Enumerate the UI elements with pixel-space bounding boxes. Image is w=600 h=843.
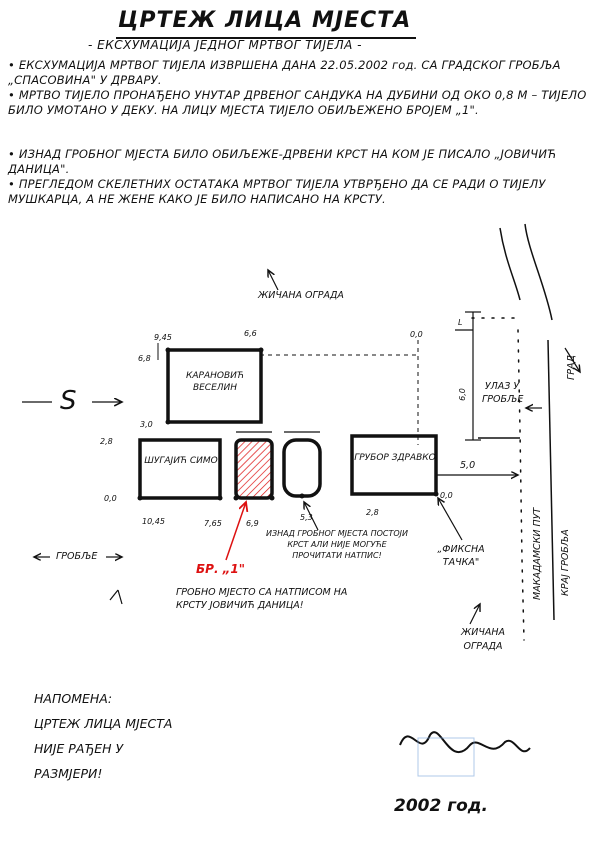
measure-6-9: 6,9 [246, 519, 259, 528]
road-side-line [548, 340, 554, 620]
fixed-point-label: „ФИКСНА ТАЧКА" [437, 544, 485, 568]
north-marker: S [60, 386, 77, 416]
note-2: • МРТВО ТИЈЕЛО ПРОНАЂЕНО УНУТАР ДРВЕНОГ САНДУКА НА ДУБИНИ ОД ОКО 0,8 М – ТИЈЕЛО БИЛО УМОТАНО У ДЕКУ. НА ЛИЦУ МЈЕСТА ТИЈЕЛО ОБИЉЕЖЕНО БРОЈЕМ „1". [8, 88, 587, 117]
grave-unreadable-cross [284, 440, 320, 496]
page-title: ЦРТЕЖ ЛИЦА МЈЕСТА [118, 8, 412, 33]
grave-cross-note: ГРОБНО МЈЕСТО СА НАТПИСОМ НА КРСТУ ЈОВИЧИЋ ДАНИЦА! [176, 587, 348, 611]
grave-grubor-label: ГРУБОР ЗДРАВКО [354, 453, 436, 463]
road-label: МАКАДАМСКИ ПУТ [532, 507, 543, 600]
note-4: • ПРЕГЛЕДОМ СКЕЛЕТНИХ ОСТАТАКА МРТВОГ ТИЈЕЛА УТВРЂЕНО ДА СЕ РАДИ О ТИЈЕЛУ МУШКАРЦА, А НЕ ЖЕНЕ КАКО ЈЕ БИЛО НАПИСАНО НА КРСТУ. [8, 177, 546, 206]
entrance-label: УЛАЗ У ГРОБЉЕ [482, 381, 524, 405]
measure-6-0: 6,0 [457, 388, 467, 401]
fence-line-right [518, 330, 524, 640]
measure-5-3: 5,3 [300, 513, 313, 522]
measure-3-0: 3,0 [140, 420, 153, 429]
measure-2-8-bottom: 2,8 [366, 508, 379, 517]
fence-top-label: ЖИЧАНА ОГРАДА [258, 290, 344, 301]
road-edge-right [525, 224, 552, 320]
graveyard-end-label: КРАЈ ГРОБЉА [560, 529, 571, 596]
measure-6-6: 6,6 [244, 329, 257, 338]
grave-number-label: БР. „1" [196, 562, 246, 576]
scale-note-line-3: НИЈЕ РАЂЕН У [34, 741, 124, 756]
graveyard-label: ГРОБЉЕ [56, 551, 98, 562]
grave-karanovic-label: КАРАНОВИЋ ВЕСЕЛИН [186, 371, 244, 393]
scale-note-line-2: ЦРТЕЖ ЛИЦА МЈЕСТА [34, 716, 173, 731]
measure-5-0: 5,0 [460, 460, 476, 471]
year-label: 2002 год. [394, 796, 488, 816]
measure-0-0-right: 0,0 [440, 491, 453, 500]
grave-grubor [352, 436, 436, 494]
measure-2-8-left: 2,8 [100, 437, 113, 446]
measure-7-65: 7,65 [204, 519, 222, 528]
above-grave-note: ИЗНАД ГРОБНОГ МЈЕСТА ПОСТОЈИ КРСТ АЛИ НИЈЕ МОГУЋЕ ПРОЧИТАТИ НАТПИС! [265, 529, 408, 560]
measure-L: L [458, 318, 463, 327]
note-1: • ЕКСХУМАЦИЈА МРТВОГ ТИЈЕЛА ИЗВРШЕНА ДАНА 22.05.2002 год. СА ГРАДСКОГ ГРОБЉА „СПАСОВИНА" У ДРВАРУ. [8, 58, 561, 87]
grave-sugajic-label: ШУГАЈИЋ СИМО [144, 456, 218, 466]
measure-6-8: 6,8 [138, 354, 151, 363]
subtitle: - ЕКСХУМАЦИЈА ЈЕДНОГ МРТВОГ ТИЈЕЛА - [88, 38, 362, 52]
scale-note-line-1: НАПОМЕНА: [34, 691, 113, 706]
measure-9-45: 9,45 [154, 333, 172, 342]
measure-0-0-top: 0,0 [410, 330, 423, 339]
measure-0-0-left: 0,0 [104, 494, 117, 503]
measure-10-45: 10,45 [142, 517, 165, 526]
grave-number-1 [236, 440, 272, 498]
fence-bottom-label: ЖИЧАНА ОГРАДА [461, 627, 505, 652]
road-edge-left [500, 228, 520, 300]
scale-note-line-4: РАЗМЈЕРИ! [34, 766, 103, 781]
city-label: ГРАД [566, 355, 577, 380]
scale-note [34, 686, 172, 786]
signature-scribble [400, 732, 530, 752]
grave-sugajic [140, 440, 220, 498]
note-3: • ИЗНАД ГРОБНОГ МЈЕСТА БИЛО ОБИЉЕЖЕ-ДРВЕНИ КРСТ НА КОМ ЈЕ ПИСАЛО „ЈОВИЧИЋ ДАНИЦА". [8, 147, 557, 176]
